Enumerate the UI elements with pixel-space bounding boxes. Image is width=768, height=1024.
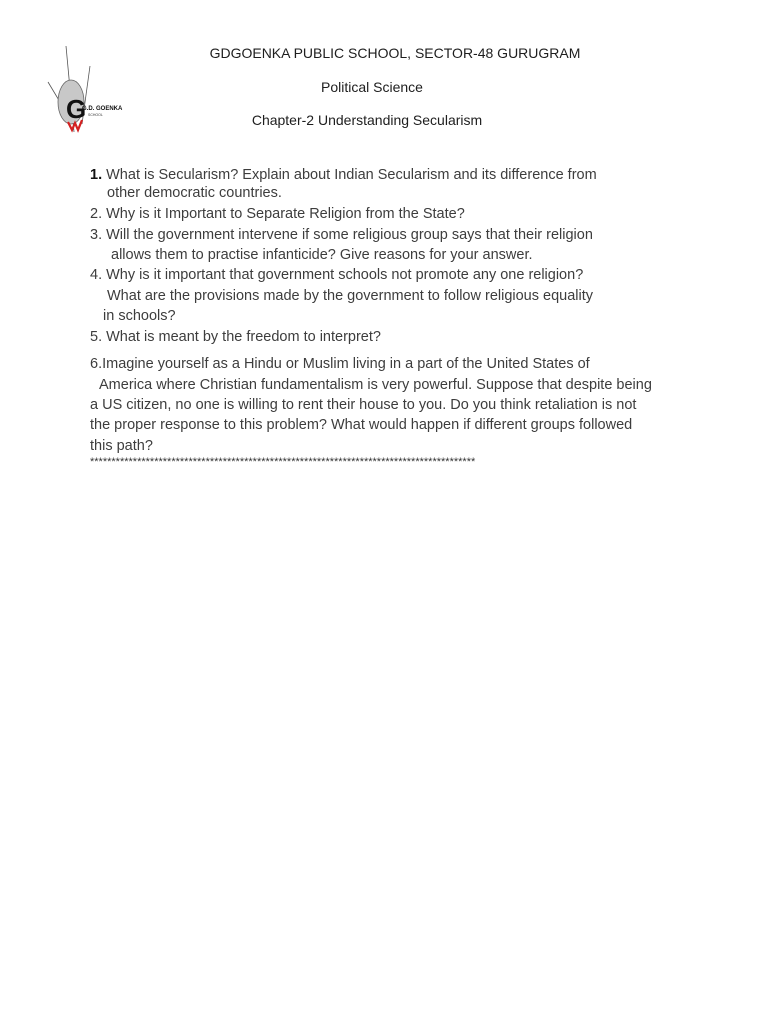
question-6-line-3: a US citizen, no one is willing to rent their house to you. Do you think retaliation is not	[90, 397, 637, 413]
chapter-title: Chapter-2 Understanding Secularism	[251, 112, 483, 128]
question-4-line-2: What are the provisions made by the government to follow religious equality	[107, 288, 594, 304]
question-3-line-1: 3. Will the government intervene if some religious group says that their religion	[90, 227, 593, 243]
svg-text:G: G	[66, 94, 87, 124]
question-1-line-1	[90, 165, 597, 185]
question-1-text: What is Secularism? Explain about Indian Secularism and its difference from	[106, 167, 597, 183]
question-4-line-1: 4. Why is it important that government schools not promote any one religion?	[90, 267, 584, 283]
school-name: GDGOENKA PUBLIC SCHOOL, SECTOR-48 GURUGRAM	[209, 45, 581, 61]
question-1-line-2: other democratic countries.	[107, 185, 282, 201]
logo-subtext: SCHOOL	[88, 113, 103, 117]
question-4-line-3: in schools?	[103, 308, 176, 324]
school-logo	[44, 44, 124, 134]
separator-line: ******************************************************************************************	[90, 456, 476, 468]
question-2: 2. Why is it Important to Separate Religion from the State?	[90, 206, 465, 222]
logo-text: G.D. GOENKA	[82, 106, 123, 112]
question-3-line-2: allows them to practise infanticide? Give reasons for your answer.	[111, 247, 533, 263]
question-6-line-4: the proper response to this problem? What would happen if different groups followed	[90, 417, 633, 433]
question-6-line-1: 6.Imagine yourself as a Hindu or Muslim living in a part of the United States of	[90, 356, 590, 372]
question-5: 5. What is meant by the freedom to interpret?	[90, 329, 381, 345]
question-6-line-2: America where Christian fundamentalism is very powerful. Suppose that despite being	[99, 377, 652, 393]
question-6-line-5: this path?	[90, 438, 153, 454]
subject-title: Political Science	[321, 79, 423, 95]
question-1-number: 1.	[90, 167, 103, 183]
